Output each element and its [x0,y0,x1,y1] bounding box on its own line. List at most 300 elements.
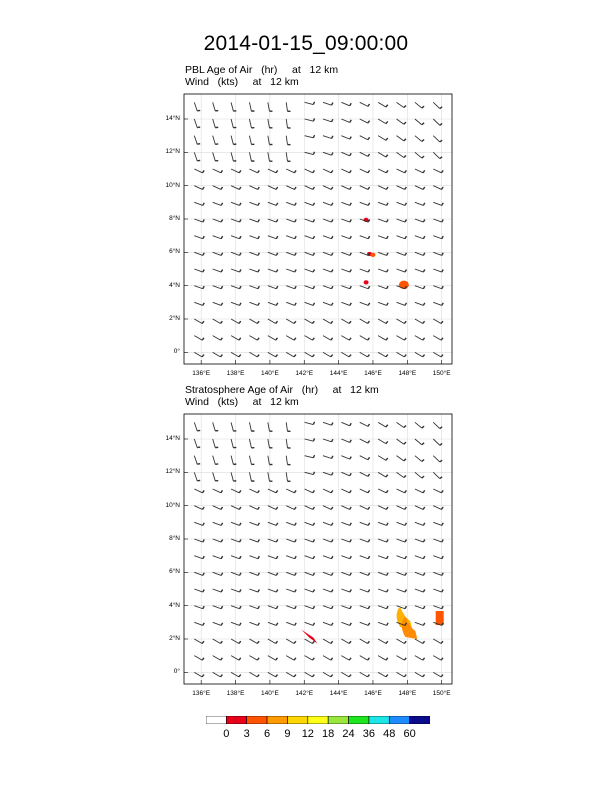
wind-barb [323,539,331,542]
wind-barb-feather [423,523,424,526]
wind-barb [231,639,239,644]
wind-barb-feather [294,321,296,323]
wind-barb-feather [257,321,259,323]
wind-barb [415,136,422,142]
wind-barb [231,439,233,448]
map-frame [184,414,452,684]
wind-barb [231,506,239,510]
wind-barb-feather [423,556,424,559]
wind-barb [433,286,441,289]
wind-barb [378,286,386,289]
wind-barb-feather [240,236,241,239]
wind-barb [378,539,386,542]
wind-barb-feather [239,355,241,357]
wind-barb-feather [349,355,351,357]
wind-barb [433,302,441,305]
wind-barb-feather [404,425,406,427]
wind-barb [360,606,368,609]
wind-barb-feather [258,507,260,509]
colorbar-tick-label: 48 [383,728,396,740]
wind-barb [433,439,439,445]
wind-barb-feather [313,269,314,272]
lon-tick-label: 144°E [329,690,348,697]
wind-barb-feather [331,658,333,660]
wind-barb [268,672,276,677]
colorbar-swatch [206,716,226,724]
wind-barb-feather [387,623,388,626]
wind-barb-feather [349,321,351,323]
wind-barb [194,589,202,592]
wind-barb-feather [386,105,388,107]
wind-barb [231,336,239,341]
wind-barb-feather [404,105,406,107]
age-contour-fill [399,281,409,290]
panel1-subtitle-line1: PBL Age of Air (hr) at 12 km [185,64,339,76]
wind-barb [341,556,349,559]
wind-barb-feather [350,556,351,559]
stratosphere-age-map [184,414,452,684]
wind-barb [249,202,257,205]
wind-barb [433,672,441,677]
colorbar-tick-label: 3 [243,728,250,740]
wind-barb [341,169,349,173]
wind-barb [323,622,331,625]
wind-barb [415,269,423,272]
lat-tick-label: 0° [173,348,180,356]
wind-barb [213,489,221,493]
wind-barb-feather [350,589,351,592]
wind-barb [231,422,233,431]
wind-barb [323,589,331,592]
colorbar-tick-label: 9 [284,728,291,740]
wind-barb [323,439,332,442]
wind-barb [194,622,202,625]
wind-barb [286,606,294,609]
wind-barb [360,152,368,156]
colorbar-swatch [247,716,267,724]
wind-barb-feather [350,457,352,460]
wind-barb [286,506,294,510]
wind-barb [286,152,287,161]
wind-barb [433,102,439,108]
wind-barb [213,639,221,644]
wind-barb-feather [276,523,277,526]
wind-barb-feather [276,507,278,509]
wind-barb-feather [350,440,352,443]
wind-barb-feather [295,286,296,289]
wind-barb [249,119,251,128]
wind-barb-feather [331,523,332,526]
wind-barb [378,102,386,107]
wind-barb [194,456,197,465]
pbl-map-plot [184,94,452,364]
wind-barb [360,336,368,341]
wind-barb-feather [386,490,388,492]
wind-barb [323,302,331,305]
wind-barb [213,136,216,145]
wind-barb [305,506,313,510]
wind-barb [433,556,441,559]
wind-barb-feather [368,556,369,559]
wind-barb [360,319,368,324]
wind-barb [360,186,368,190]
wind-barb-feather [441,658,443,660]
wind-barb-feather [313,203,314,206]
wind-barb-feather [294,187,296,189]
wind-barb-feather [350,269,351,272]
wind-barb [378,489,386,493]
wind-barb-feather [313,589,314,592]
wind-barb [360,539,368,542]
wind-barb [231,456,233,465]
wind-barb-feather [239,507,241,509]
wind-barb-feather [386,138,388,140]
colorbar-swatch [349,716,369,724]
wind-barb [341,456,349,459]
wind-barb [213,169,221,173]
wind-barb [341,656,349,661]
wind-barb [415,522,423,525]
wind-barb [268,522,276,525]
wind-barb-feather [386,187,388,189]
wind-barb [360,136,368,140]
wind-barb-feather [350,573,351,576]
wind-barb [323,656,331,661]
colorbar-tick-label: 6 [264,728,271,740]
wind-barb-feather [295,573,296,576]
wind-barb-feather [313,539,314,542]
wind-barb [323,202,331,205]
wind-barb [433,252,441,255]
wind-barb [249,186,257,190]
wind-barb-feather [387,539,388,542]
wind-barb [231,489,239,493]
wind-barb-feather [405,573,406,576]
wind-barb-feather [295,623,296,626]
wind-barb [341,136,349,139]
wind-barb [378,656,386,661]
wind-barb-feather [221,187,223,189]
wind-barb-feather [350,253,351,256]
wind-barb [360,269,368,272]
wind-barb [415,422,422,428]
wind-barb-feather [313,303,314,306]
wind-barb-feather [203,236,204,239]
lon-tick-label: 140°E [261,370,279,377]
wind-barb [286,252,294,255]
wind-barb [360,589,368,592]
wind-barb [305,186,313,190]
wind-barb-feather [258,253,259,256]
wind-barb [433,186,441,190]
wind-barb-feather [387,286,388,289]
wind-barb [360,169,368,173]
wind-barb-feather [350,236,351,239]
wind-barb [231,169,239,173]
wind-barb [341,319,349,324]
wind-barb-feather [405,203,406,206]
wind-barb-feather [240,606,241,609]
wind-barb [286,269,294,272]
wind-barb-feather [276,321,278,323]
wind-barb [213,186,221,190]
wind-barb-feather [423,187,425,189]
wind-barb [378,236,386,239]
wind-barb [213,622,221,625]
wind-barb [268,136,270,145]
wind-barb-feather [203,623,204,626]
wind-barb-feather [258,170,260,172]
wind-barb-feather [258,556,259,559]
wind-barb [268,572,276,575]
wind-barb [194,606,202,609]
wind-barb-feather [386,155,388,157]
wind-barb [268,439,270,448]
wind-barb-feather [441,675,443,677]
wind-barb [341,336,349,341]
wind-barb [341,269,349,272]
wind-barb-feather [220,338,222,340]
wind-barb-feather [422,123,424,125]
wind-barb-feather [312,321,314,323]
wind-barb-feather [350,187,352,189]
wind-barb [268,286,276,289]
wind-barb-feather [422,459,424,461]
wind-barb-feather [221,589,222,592]
wind-barb-feather [423,321,425,323]
pbl-age-map [184,94,452,364]
wind-barb [213,236,221,239]
wind-barb-feather [368,121,370,123]
wind-barb-feather [350,423,352,426]
wind-barb [415,152,422,158]
wind-barb [323,522,331,525]
wind-barb-feather [221,556,222,559]
wind-barb-feather [276,641,278,643]
wind-barb [397,522,405,525]
wind-barb-feather [368,507,370,509]
wind-barb [268,219,276,222]
wind-barb [397,252,405,255]
wind-barb-feather [423,236,424,239]
wind-barb [213,286,221,289]
wind-barb-feather [441,321,443,323]
wind-barb [305,219,313,222]
wind-barb-feather [331,675,333,677]
wind-barb [305,102,314,104]
wind-barb [360,202,368,205]
wind-barb-feather [221,523,222,526]
wind-barb [415,656,423,661]
wind-barb-feather [221,490,223,492]
wind-barb [305,472,314,474]
wind-barb [360,456,368,460]
wind-barb [249,506,257,510]
wind-barb-feather [368,154,370,156]
wind-barb-feather [368,573,369,576]
wind-barb [249,606,257,609]
wind-barb-feather [258,286,259,289]
wind-barb-feather [276,675,278,677]
wind-barb [323,556,331,559]
wind-barb-feather [386,338,388,340]
wind-barb [378,506,386,510]
wind-barb-feather [332,119,333,122]
wind-barb [213,422,216,431]
wind-barb [268,202,276,205]
wind-barb-feather [350,507,352,509]
wind-barb-feather [313,219,314,222]
wind-barb [249,472,251,481]
wind-barb-feather [331,355,333,357]
wind-barb-feather [239,338,241,340]
wind-barb-feather [404,675,406,677]
wind-barb [415,236,423,239]
wind-barb-feather [368,355,370,357]
wind-barb [397,352,405,357]
wind-barb [433,456,439,462]
wind-barb-feather [350,303,351,306]
wind-barb [249,672,257,677]
wind-barb [305,656,313,661]
wind-barb [397,672,405,677]
wind-barb-feather [220,675,222,677]
wind-barb [397,489,405,493]
wind-barb-feather [240,269,241,272]
wind-barb [323,456,332,459]
wind-barb [378,589,386,592]
wind-barb-feather [258,523,259,526]
wind-barb [305,236,313,239]
wind-barb-feather [422,156,424,158]
wind-barb-feather [258,589,259,592]
wind-barb [305,556,313,559]
wind-barb-feather [331,606,332,609]
wind-barb-feather [313,455,314,458]
wind-barb-feather [387,236,388,239]
wind-barb-feather [386,355,388,357]
wind-barb [415,556,423,559]
wind-barb [415,622,423,625]
colorbar-swatch [267,716,287,724]
wind-barb [323,286,331,289]
wind-barb [433,336,441,341]
wind-barb-feather [313,187,315,189]
wind-barb-feather [295,303,296,306]
lat-tick-label: 14°N [165,115,180,122]
wind-barb [378,572,386,575]
wind-barb-feather [349,641,351,643]
wind-barb-feather [350,286,351,289]
wind-barb [341,606,349,609]
wind-barb [249,219,257,222]
wind-barb [213,656,221,661]
wind-barb-feather [386,675,388,677]
wind-barb [415,336,423,341]
wind-barb-feather [220,641,222,643]
wind-barb-feather [258,573,259,576]
lat-tick-label: 4°N [169,601,180,609]
age-contour-fill [402,617,418,639]
wind-barb [378,186,386,190]
wind-barb-feather [203,253,204,256]
wind-barb-feather [350,606,351,609]
wind-barb-feather [240,589,241,592]
wind-barb-feather [368,203,369,206]
wind-barb-feather [331,338,333,340]
wind-barb-feather [202,490,204,492]
wind-barb-feather [386,641,388,643]
wind-barb [378,672,386,677]
wind-barb [415,472,422,478]
wind-barb [323,489,331,493]
wind-barb-feather [368,236,369,239]
wind-barb-feather [386,475,388,477]
wind-barb [286,672,294,677]
wind-barb-feather [332,153,333,156]
colorbar-swatch [308,716,328,724]
wind-barb [323,672,331,677]
wind-barb-feather [387,573,388,576]
wind-barb [249,169,257,173]
wind-barb [397,606,405,609]
wind-barb-feather [203,539,204,542]
wind-barb [415,219,423,222]
wind-barb [249,269,257,272]
wind-barb [305,639,313,644]
wind-barb [249,236,257,239]
wind-barb [194,572,202,575]
wind-barb [305,439,314,441]
wind-barb [194,302,202,305]
wind-barb-feather [312,641,314,643]
wind-barb [415,252,423,255]
wind-barb-feather [423,203,424,206]
wind-barb-feather [221,170,223,172]
wind-barb-feather [404,658,406,660]
wind-barb [213,439,216,448]
wind-barb-feather [387,556,388,559]
wind-barb-feather [221,253,222,256]
wind-barb-feather [423,338,425,340]
age-contour-fill [364,280,369,284]
wind-barb-feather [404,338,406,340]
wind-barb-feather [258,606,259,609]
wind-barb-feather [276,573,277,576]
colorbar-tick-label: 24 [342,728,355,740]
wind-barb [213,219,221,222]
wind-barb-feather [239,187,241,189]
panel1-subtitle-line2: Wind (kts) at 12 km [185,76,299,88]
lon-tick-label: 136°E [192,690,211,697]
wind-barb-feather [405,523,406,526]
wind-barb-feather [387,523,388,526]
wind-barb-feather [404,122,406,124]
wind-barb-feather [386,121,388,123]
lat-tick-label: 10°N [165,501,180,509]
wind-barb [268,252,276,255]
wind-barb [194,439,197,448]
wind-barb-feather [441,338,443,340]
wind-barb [268,186,276,190]
lon-tick-label: 144°E [329,370,348,377]
colorbar [206,716,430,724]
wind-barb [323,219,331,222]
wind-barb [360,352,368,357]
wind-barb-feather [405,539,406,542]
wind-barb-feather [276,286,277,289]
wind-barb [378,556,386,559]
